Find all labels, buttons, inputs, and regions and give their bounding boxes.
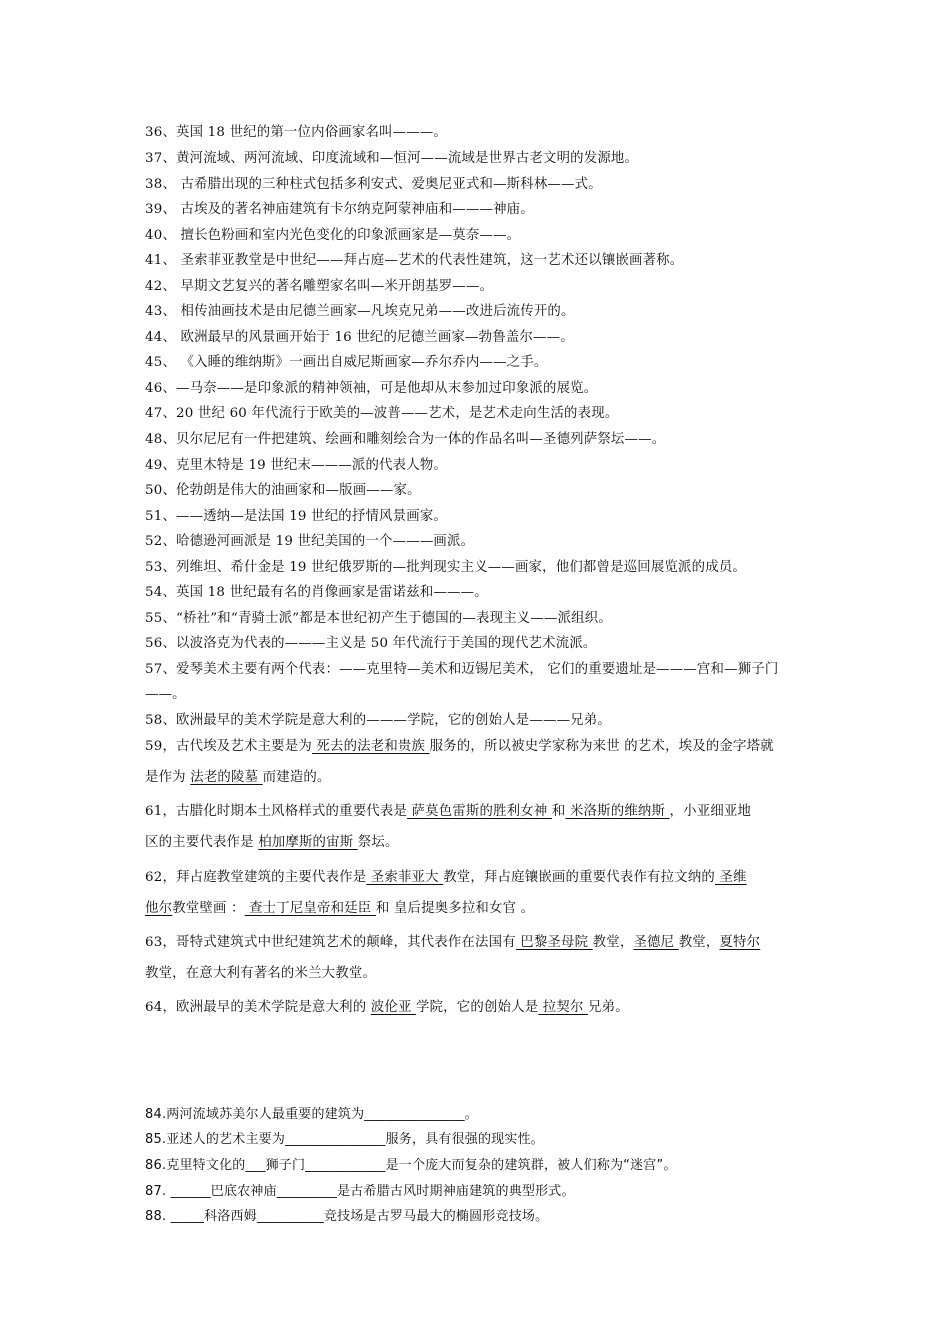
question-42: 42、 早期文艺复兴的著名雕塑家名叫—米开朗基罗——。 — [145, 279, 494, 294]
question-63-line-1 — [145, 934, 815, 952]
q59-answer-1: 死去的法老和贵族 — [311, 739, 430, 754]
question-62-line-2 — [145, 900, 815, 918]
q59-answer-2: 法老的陵墓 — [190, 770, 263, 785]
q64-text-2: 学院，它的创始人是 — [416, 1000, 539, 1015]
question-84: 84.两河流域苏美尔人最重要的建筑为_______________。 — [145, 1107, 478, 1122]
question-56: 56、以波洛克为代表的———主义是 50 年代流行于美国的现代艺术流派。 — [145, 636, 597, 651]
q59-text-1: 59，古代埃及艺术主要是为 — [145, 739, 312, 754]
question-50: 50、伦勃朗是伟大的油画家和—版画——家。 — [145, 483, 421, 498]
q64-text-3: 兄弟。 — [588, 1000, 629, 1015]
question-38: 38、 古希腊出现的三种柱式包括多利安式、爱奥尼亚式和—斯科林——式。 — [145, 177, 602, 192]
q64-answer-2: 拉契尔 — [538, 1000, 589, 1015]
question-41: 41、 圣索菲亚教堂是中世纪——拜占庭—艺术的代表性建筑，这一艺术还以镶嵌画著称。 — [145, 253, 684, 268]
q61-answer-1: 萨莫色雷斯的胜利女神 — [407, 804, 552, 819]
question-85: 85.亚述人的艺术主要为_______________服务，具有很强的现实性。 — [145, 1132, 544, 1147]
question-54: 54、英国 18 世纪最有名的肖像画家是雷诺兹和———。 — [145, 585, 488, 600]
question-64 — [145, 999, 815, 1017]
question-58: 58、欧洲最早的美术学院是意大利的———学院，它的创始人是———兄弟。 — [145, 713, 611, 728]
q63-text-3: 教堂， — [678, 935, 720, 950]
question-55: 55、“桥社”和“青骑士派”都是本世纪初产生于德国的—表现主义——派组织。 — [145, 611, 612, 626]
question-62-line-1 — [145, 869, 815, 887]
q62-text-3: 教堂壁画 ： — [172, 901, 245, 916]
question-57: 57、爱琴美术主要有两个代表：——克里特—美术和迈锡尼美术， 它们的重要遗址是———宫和—狮子门 — [145, 662, 779, 677]
q61-text-4: 区的主要代表作是 — [145, 835, 259, 850]
question-37: 37、黄河流域、两河流域、印度流域和—恒河——流域是世界古老文明的发源地。 — [145, 151, 639, 166]
q61-answer-3: 柏加摩斯的宙斯 — [258, 835, 358, 850]
q64-answer-1: 波伦亚 — [370, 1000, 416, 1015]
q61-text-1: 61，古腊化时期本土风格样式的重要代表是 — [145, 804, 408, 819]
q63-text-1: 63，哥特式建筑式中世纪建筑艺术的颠峰，其代表作在法国有 — [145, 935, 516, 950]
q59-text-2: 服务的，所以被史学家称为来世 的艺术，埃及的金字塔就 — [429, 739, 774, 754]
question-49: 49、克里木特是 19 世纪末———派的代表人物。 — [145, 458, 448, 473]
q61-answer-2: 米洛斯的维纳斯 — [565, 804, 670, 819]
question-61-line-1 — [145, 803, 815, 821]
q63-answer-2: 圣德尼 — [633, 935, 679, 950]
q62-text-4: 和 皇后提奥多拉和女官 。 — [375, 901, 535, 916]
question-87: 87. ______巴底农神庙_________是古希腊古风时期神庙建筑的典型形式。 — [145, 1184, 575, 1199]
question-86: 86.克里特文化的___狮子门____________是一个庞大而复杂的建筑群，被人们称为“迷宫”。 — [145, 1158, 677, 1173]
question-59-line-2 — [145, 769, 815, 787]
q63-text-2: 教堂， — [592, 935, 634, 950]
question-43: 43、 相传油画技术是由尼德兰画家—凡埃克兄弟——改进后流传开的。 — [145, 304, 575, 319]
question-53: 53、列维坦、希什金是 19 世纪俄罗斯的—批判现实主义——画家，他们都曾是巡回展览派的成员。 — [145, 560, 747, 575]
q62-answer-1: 圣索菲亚大 — [366, 870, 444, 885]
q62-answer-2b: 他尔 — [145, 901, 173, 916]
question-63-line-2 — [145, 965, 815, 983]
q62-answer-3: 查士丁尼皇帝和廷臣 — [244, 901, 376, 916]
question-47: 47、20 世纪 60 年代流行于欧美的—波普——艺术，是艺术走向生活的表现。 — [145, 406, 619, 421]
q64-text-1: 64，欧洲最早的美术学院是意大利的 — [145, 1000, 371, 1015]
q63-answer-3: 夏特尔 — [719, 935, 761, 950]
question-61-line-2 — [145, 834, 815, 852]
q59-text-4: 而建造的。 — [262, 770, 331, 785]
q62-answer-2a: 圣维 — [715, 870, 747, 885]
question-44: 44、 欧洲最早的风景画开始于 16 世纪的尼德兰画家—勃鲁盖尔——。 — [145, 330, 574, 345]
q62-text-1: 62，拜占庭教堂建筑的主要代表作是 — [145, 870, 367, 885]
q61-text-3: ，小亚细亚地 — [669, 804, 752, 819]
question-52: 52、哈德逊河画派是 19 世纪美国的一个———画派。 — [145, 534, 475, 549]
q61-text-2: 和 — [551, 804, 566, 819]
question-40: 40、 擅长色粉画和室内光色变化的印象派画家是—莫奈——。 — [145, 228, 521, 243]
q63-answer-1: 巴黎圣母院 — [515, 935, 593, 950]
question-39: 39、 古埃及的著名神庙建筑有卡尔纳克阿蒙神庙和———神庙。 — [145, 202, 534, 217]
q59-text-3: 是作为 — [145, 770, 191, 785]
question-57-continued: ——。 — [145, 687, 186, 702]
question-36: 36、英国 18 世纪的第一位内俗画家名叫———。 — [145, 125, 448, 140]
q61-text-5: 祭坛。 — [357, 835, 399, 850]
q63-text-4: 教堂，在意大利有著名的米兰大教堂。 — [145, 966, 377, 981]
q62-text-2: 教堂，拜占庭镶嵌画的重要代表作有拉文纳的 — [443, 870, 715, 885]
question-48: 48、贝尔尼尼有一件把建筑、绘画和雕刻绘合为一体的作品名叫—圣德列萨祭坛——。 — [145, 432, 666, 447]
question-88: 88. _____科洛西姆__________竞技场是古罗马最大的椭圆形竞技场。 — [145, 1209, 549, 1224]
question-46: 46、—马奈——是印象派的精神领袖，可是他却从末参加过印象派的展览。 — [145, 381, 598, 396]
question-59-line-1 — [145, 738, 815, 756]
question-51: 51、——透纳—是法国 19 世纪的抒情风景画家。 — [145, 509, 448, 524]
question-45: 45、 《入睡的维纳斯》一画出自威尼斯画家—乔尔乔内——之手。 — [145, 355, 548, 370]
